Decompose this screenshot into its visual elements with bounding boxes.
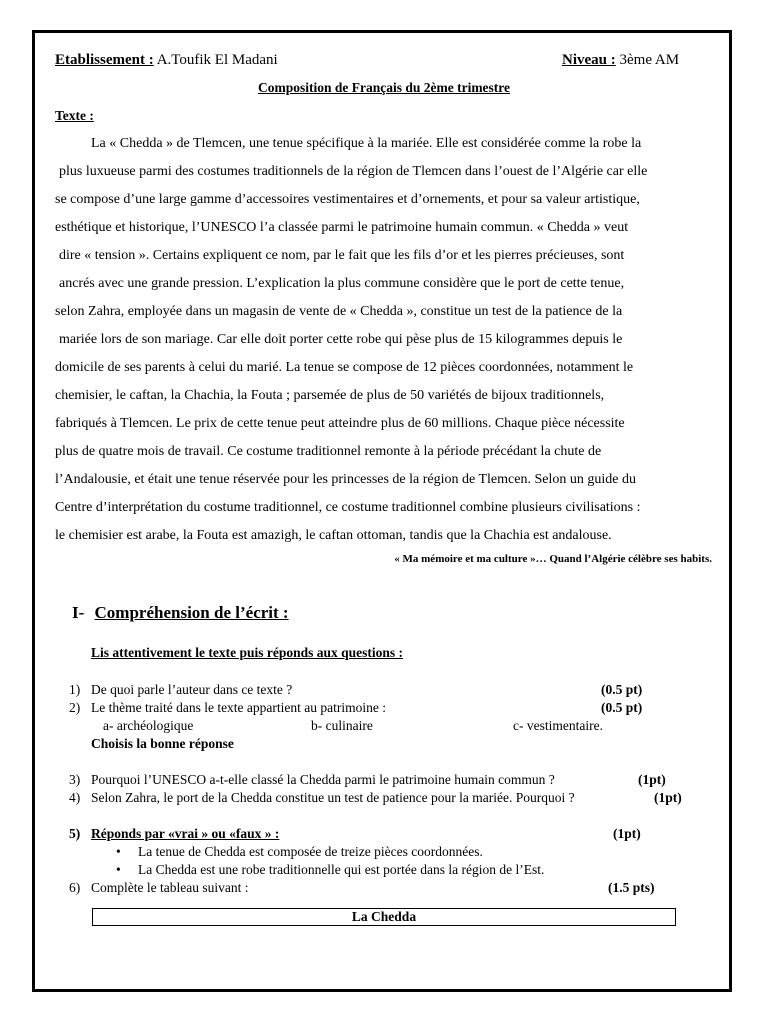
bullet-icon: •	[116, 862, 121, 877]
question-points: (0.5 pt)	[601, 700, 643, 715]
option-c: c- vestimentaire.	[513, 718, 603, 733]
text-line: ancrés avec une grande pression. L’explication la plus commune considère que le port de cette tenue,	[59, 276, 625, 291]
text-line: le chemisier est arabe, la Fouta est amazigh, le caftan ottoman, tandis que la Chachia est andalouse.	[55, 528, 612, 543]
level-value: 3ème AM	[619, 52, 680, 68]
text-line: La « Chedda » de Tlemcen, une tenue spécifique à la mariée. Elle est considérée comme la robe la	[91, 136, 642, 151]
text-line: Centre d’interprétation du costume traditionnel, ce costume traditionnel combine plusieurs civilisations :	[55, 500, 641, 515]
texte-label: Texte :	[55, 108, 94, 123]
option-b: b- culinaire	[311, 718, 373, 733]
text-line: esthétique et historique, l’UNESCO l’a classée parmi le patrimoine humain commun. « Chedda » veut	[55, 220, 629, 235]
text-line: fabriqués à Tlemcen. Le prix de cette tenue peut atteindre plus de 60 millions. Chaque pièce nécessite	[55, 416, 625, 431]
table-header: La Chedda	[351, 909, 417, 924]
text-line: chemisier, le caftan, la Chachia, la Fouta ; parsemée de plus de 50 variétés de bijoux traditionnels,	[55, 388, 605, 403]
question-points: (0.5 pt)	[601, 682, 643, 697]
question-3	[69, 772, 555, 788]
question-5	[69, 826, 279, 842]
text-line: se compose d’une large gamme d’accessoires vestimentaires et d’ornements, et pour sa valeur artistique,	[55, 192, 640, 207]
establishment	[55, 52, 278, 69]
question-number: 2)	[69, 700, 81, 715]
question-points: (1pt)	[613, 826, 641, 841]
question-4	[69, 790, 575, 806]
text-line: dire « tension ». Certains expliquent ce nom, par le fait que les fils d’or et les pierres précieuses, sont	[59, 248, 625, 263]
question-number: 6)	[69, 880, 81, 895]
bullet-icon: •	[116, 844, 121, 859]
question-2	[69, 700, 386, 716]
exam-title: Composition de Français du 2ème trimestre	[257, 80, 511, 95]
question-text: De quoi parle l’auteur dans ce texte ?	[91, 682, 293, 697]
true-false-statement: La Chedda est une robe traditionnelle qui est portée dans la région de l’Est.	[138, 862, 545, 877]
text-line: plus de quatre mois de travail. Ce costume traditionnel remonte à la période précédant la chute de	[55, 444, 602, 459]
question-number: 5)	[69, 826, 81, 841]
text-line: mariée lors de son mariage. Car elle doit porter cette robe qui pèse plus de 15 kilogrammes depuis le	[59, 332, 623, 347]
question-text: Selon Zahra, le port de la Chedda constitue un test de patience pour la mariée. Pourquoi ?	[91, 790, 575, 805]
question-number: 4)	[69, 790, 81, 805]
question-points: (1.5 pts)	[608, 880, 655, 895]
choose-instruction: Choisis la bonne réponse	[91, 736, 234, 751]
fill-table	[92, 908, 676, 926]
section-label: Compréhension de l’écrit :	[94, 603, 289, 622]
establishment-label: Etablissement :	[55, 52, 154, 68]
level	[562, 52, 679, 69]
text-line: l’Andalousie, et était une tenue réservée pour les princesses de la région de Tlemcen. Selon un guide du	[55, 472, 636, 487]
level-label: Niveau :	[562, 52, 616, 68]
text-line: selon Zahra, employée dans un magasin de vente de « Chedda », constitue un test de la patience de la	[55, 304, 623, 319]
section-number: I-	[72, 603, 85, 622]
question-points: (1pt)	[654, 790, 682, 805]
question-text: Pourquoi l’UNESCO a-t-elle classé la Chedda parmi le patrimoine humain commun ?	[91, 772, 555, 787]
question-text: Complète le tableau suivant :	[91, 880, 249, 895]
option-a: a- archéologique	[103, 718, 194, 733]
text-line: plus luxueuse parmi des costumes traditionnels de la région de Tlemcen dans l’ouest de l’Algérie car elle	[59, 164, 648, 179]
question-6	[69, 880, 248, 896]
text-line: domicile de ses parents à celui du marié. La tenue se compose de 12 pièces coordonnées, notamment le	[55, 360, 634, 375]
question-number: 3)	[69, 772, 81, 787]
question-text: Réponds par «vrai » ou «faux » :	[91, 826, 280, 841]
question-1	[69, 682, 292, 698]
text-source: « Ma mémoire et ma culture »… Quand l’Algérie célèbre ses habits.	[394, 553, 712, 565]
section-title	[72, 603, 289, 623]
question-points: (1pt)	[638, 772, 666, 787]
instruction: Lis attentivement le texte puis réponds aux questions :	[91, 645, 404, 660]
establishment-value: A.Toufik El Madani	[156, 52, 278, 68]
question-text: Le thème traité dans le texte appartient au patrimoine :	[91, 700, 387, 715]
question-number: 1)	[69, 682, 81, 697]
true-false-statement: La tenue de Chedda est composée de treize pièces coordonnées.	[138, 844, 483, 859]
